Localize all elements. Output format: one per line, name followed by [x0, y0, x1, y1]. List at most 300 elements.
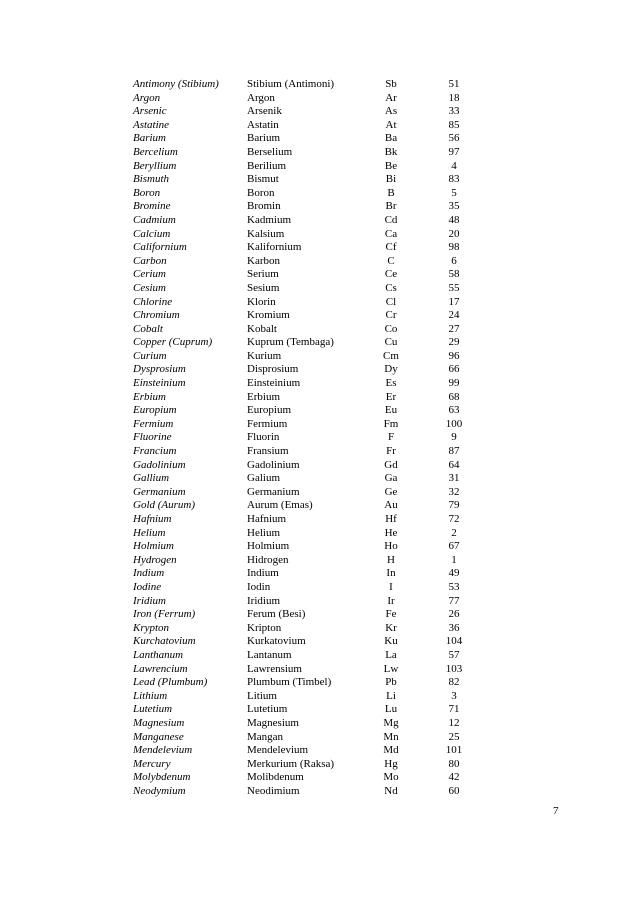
atomic-number-text: 4	[451, 159, 457, 172]
element-symbol: Lu	[384, 703, 398, 716]
element-english-name: Mercury	[133, 757, 171, 770]
element-symbol: Bk	[384, 145, 398, 158]
table-row	[133, 445, 469, 459]
table-row	[133, 187, 469, 201]
element-atomic-number	[421, 391, 469, 405]
table-row	[133, 731, 469, 745]
element-symbol: I	[389, 580, 393, 593]
element-indonesian-name: Neodimium	[247, 784, 300, 797]
table-row	[133, 146, 469, 160]
element-english-name: Barium	[133, 132, 166, 145]
element-atomic-number	[421, 336, 469, 350]
atomic-number-text: 33	[448, 105, 460, 118]
atomic-number-text: 6	[451, 254, 457, 267]
table-row	[133, 703, 469, 717]
element-symbol: Br	[385, 200, 397, 213]
element-english-name: Argon	[133, 91, 161, 104]
element-english-name: Molybdenum	[133, 771, 191, 784]
atomic-number-text: 99	[448, 377, 460, 390]
atomic-number-text: 2	[451, 526, 457, 539]
element-english-name: Cerium	[133, 268, 166, 281]
table-row	[133, 323, 469, 337]
atomic-number-text: 49	[448, 567, 460, 580]
element-indonesian-name: Bismut	[247, 173, 279, 186]
atomic-number-text: 3	[451, 689, 457, 702]
element-symbol: He	[384, 526, 398, 539]
element-symbol: Au	[384, 499, 398, 512]
element-atomic-number	[421, 595, 469, 609]
element-indonesian-name: Klorin	[247, 295, 276, 308]
atomic-number-text: 71	[448, 703, 460, 716]
element-atomic-number	[421, 663, 469, 677]
atomic-number-text: 36	[448, 621, 460, 634]
atomic-number-text: 9	[451, 431, 457, 444]
table-row	[133, 595, 469, 609]
element-english-name: Calcium	[133, 227, 171, 240]
element-atomic-number	[421, 744, 469, 758]
element-symbol: Fm	[383, 417, 399, 430]
table-row	[133, 214, 469, 228]
element-english-name: Iridium	[133, 594, 166, 607]
element-symbol: Dy	[384, 363, 398, 376]
element-indonesian-name: Sesium	[247, 281, 280, 294]
element-symbol: In	[386, 567, 396, 580]
element-atomic-number	[421, 268, 469, 282]
element-english-name: Arsenic	[133, 105, 167, 118]
atomic-number-text: 58	[448, 268, 460, 281]
element-indonesian-name: Aurum (Emas)	[247, 499, 313, 512]
table-row	[133, 119, 469, 133]
element-indonesian-name: Fluorin	[247, 431, 280, 444]
element-indonesian-name: Hafnium	[247, 513, 287, 525]
element-symbol: Er	[385, 390, 397, 403]
table-row	[133, 363, 469, 377]
element-indonesian-name: Boron	[247, 186, 275, 199]
element-symbol: Fe	[385, 608, 397, 621]
atomic-number-text: 17	[448, 295, 460, 308]
element-english-name: Cesium	[133, 281, 166, 294]
atomic-number-text: 24	[448, 309, 460, 322]
element-atomic-number	[421, 513, 469, 527]
element-atomic-number	[421, 608, 469, 622]
element-symbol: F	[387, 431, 395, 444]
element-english-name: Gold (Aurum)	[133, 499, 196, 512]
atomic-number-text: 55	[448, 281, 460, 294]
table-row	[133, 336, 469, 350]
element-atomic-number	[421, 173, 469, 187]
table-row	[133, 268, 469, 282]
atomic-number-text: 63	[448, 404, 460, 417]
atomic-number-text: 103	[445, 662, 463, 675]
element-atomic-number	[421, 703, 469, 717]
element-symbol: Cf	[385, 241, 397, 254]
element-atomic-number	[421, 635, 469, 649]
element-english-name: Dysprosium	[133, 363, 186, 376]
element-atomic-number	[421, 105, 469, 119]
table-row	[133, 282, 469, 296]
element-symbol: Ba	[384, 132, 398, 145]
element-english-name: Fluorine	[133, 431, 172, 444]
atomic-number-text: 29	[448, 336, 460, 349]
atomic-number-text: 51	[448, 78, 460, 90]
element-indonesian-name: Barium	[247, 132, 280, 145]
element-symbol: Ca	[384, 227, 398, 240]
atomic-number-text: 53	[448, 580, 460, 593]
element-atomic-number	[421, 472, 469, 486]
table-row	[133, 472, 469, 486]
table-row	[133, 540, 469, 554]
table-row	[133, 350, 469, 364]
element-atomic-number	[421, 731, 469, 745]
element-indonesian-name: Fermium	[247, 417, 288, 430]
element-english-name: Gallium	[133, 472, 170, 485]
element-indonesian-name: Fransium	[247, 445, 289, 458]
table-row	[133, 785, 469, 799]
element-atomic-number	[421, 527, 469, 541]
element-indonesian-name: Berilium	[247, 159, 287, 172]
element-atomic-number	[421, 363, 469, 377]
element-symbol: Ge	[384, 485, 398, 498]
element-english-name: Lithium	[133, 689, 168, 702]
atomic-number-text: 98	[448, 241, 460, 254]
element-symbol: Cm	[383, 349, 399, 362]
element-symbol: Hg	[384, 757, 398, 770]
table-row	[133, 418, 469, 432]
element-english-name: Germanium	[133, 485, 186, 498]
atomic-number-text: 67	[448, 540, 460, 553]
atomic-number-text: 18	[448, 91, 460, 104]
element-english-name: Bercelium	[133, 145, 178, 158]
element-symbol: Cd	[384, 213, 398, 226]
table-row	[133, 527, 469, 541]
element-indonesian-name: Erbium	[247, 390, 280, 403]
element-english-name: Neodymium	[133, 784, 186, 797]
element-symbol: Eu	[384, 404, 398, 417]
element-indonesian-name: Holmium	[247, 540, 290, 553]
element-indonesian-name: Kripton	[247, 621, 282, 634]
element-english-name: Lead (Plumbum)	[133, 676, 208, 689]
element-symbol: At	[385, 118, 397, 131]
element-atomic-number	[421, 160, 469, 174]
element-atomic-number	[421, 404, 469, 418]
atomic-number-text: 12	[448, 716, 460, 729]
element-english-name: Californium	[133, 241, 187, 254]
table-row	[133, 676, 469, 690]
element-atomic-number	[421, 146, 469, 160]
element-indonesian-name: Disprosium	[247, 363, 299, 376]
table-row	[133, 486, 469, 500]
atomic-number-text: 20	[448, 227, 460, 240]
element-english-name: Bromine	[133, 200, 171, 213]
element-english-name: Curium	[133, 349, 167, 362]
atomic-number-text: 87	[448, 445, 460, 458]
table-row	[133, 608, 469, 622]
atomic-number-text: 31	[448, 472, 460, 485]
element-indonesian-name: Serium	[247, 268, 279, 281]
table-row	[133, 200, 469, 214]
element-symbol: Cu	[384, 336, 398, 349]
atomic-number-text: 26	[448, 608, 460, 621]
element-atomic-number	[421, 200, 469, 214]
atomic-number-text: 104	[445, 635, 463, 648]
element-symbol: Mo	[383, 771, 399, 784]
element-english-name: Magnesium	[133, 716, 185, 729]
element-indonesian-name: Germanium	[247, 485, 300, 498]
atomic-number-text: 101	[445, 744, 463, 757]
element-indonesian-name: Argon	[247, 91, 275, 104]
element-indonesian-name: Kurium	[247, 349, 282, 362]
table-row	[133, 459, 469, 473]
element-atomic-number	[421, 214, 469, 228]
element-symbol: Ir	[387, 594, 395, 607]
atomic-number-text: 82	[448, 676, 460, 689]
element-indonesian-name: Arsenik	[247, 105, 282, 118]
element-symbol: Nd	[384, 784, 398, 797]
element-symbol: Cl	[385, 295, 397, 308]
element-symbol: Ga	[384, 472, 398, 485]
element-symbol: Pb	[385, 676, 397, 689]
element-indonesian-name: Mendelevium	[247, 744, 309, 757]
element-english-name: Astatine	[133, 118, 170, 131]
element-english-name: Kurchatovium	[133, 635, 196, 648]
element-symbol: La	[385, 648, 397, 661]
element-atomic-number	[421, 676, 469, 690]
element-english-name: Hydrogen	[133, 553, 177, 566]
element-symbol: Bi	[385, 173, 397, 186]
atomic-number-text: 56	[448, 132, 460, 145]
element-english-name: Mendelevium	[133, 744, 193, 757]
element-atomic-number	[421, 418, 469, 432]
atomic-number-text: 32	[448, 485, 460, 498]
element-atomic-number	[421, 486, 469, 500]
atomic-number-text: 60	[448, 784, 460, 797]
element-indonesian-name: Molibdenum	[247, 771, 304, 784]
element-english-name: Antimony (Stibium)	[133, 78, 219, 90]
element-english-name: Lutetium	[133, 703, 173, 716]
elements-table	[133, 78, 469, 798]
table-row	[133, 554, 469, 568]
element-atomic-number	[421, 241, 469, 255]
element-english-name: Chlorine	[133, 295, 173, 308]
element-english-name: Erbium	[133, 390, 166, 403]
element-atomic-number	[421, 255, 469, 269]
element-indonesian-name: Hidrogen	[247, 553, 289, 566]
element-english-name: Krypton	[133, 621, 170, 634]
element-atomic-number	[421, 554, 469, 568]
element-atomic-number	[421, 377, 469, 391]
element-symbol: Hf	[385, 513, 397, 525]
element-symbol: Md	[383, 744, 399, 757]
element-indonesian-name: Galium	[247, 472, 280, 485]
element-symbol: Ho	[384, 540, 398, 553]
element-symbol: Cs	[385, 281, 397, 294]
table-row	[133, 391, 469, 405]
element-atomic-number	[421, 445, 469, 459]
element-english-name: Holmium	[133, 540, 174, 553]
element-english-name: Iodine	[133, 580, 162, 593]
table-row	[133, 744, 469, 758]
element-symbol: Fr	[386, 445, 396, 458]
table-row	[133, 78, 469, 92]
element-symbol: Ce	[384, 268, 398, 281]
element-atomic-number	[421, 785, 469, 799]
element-english-name: Boron	[133, 186, 161, 199]
element-symbol: As	[384, 105, 398, 118]
element-indonesian-name: Kurkatovium	[247, 635, 306, 648]
element-indonesian-name: Lantanum	[247, 648, 292, 661]
table-row	[133, 635, 469, 649]
table-row	[133, 228, 469, 242]
element-indonesian-name: Plumbum (Timbel)	[247, 676, 332, 689]
element-indonesian-name: Einsteinium	[247, 377, 301, 390]
element-atomic-number	[421, 92, 469, 106]
table-row	[133, 663, 469, 677]
atomic-number-text: 64	[448, 458, 460, 471]
element-indonesian-name: Berselium	[247, 145, 293, 158]
element-atomic-number	[421, 296, 469, 310]
atomic-number-text: 80	[448, 757, 460, 770]
element-indonesian-name: Mangan	[247, 730, 284, 743]
element-indonesian-name: Kromium	[247, 309, 290, 322]
atomic-number-text: 79	[448, 499, 460, 512]
element-english-name: Cobalt	[133, 322, 163, 335]
elements-table-body	[133, 78, 469, 798]
element-english-name: Chromium	[133, 309, 180, 322]
element-atomic-number	[421, 717, 469, 731]
atomic-number-text: 42	[448, 771, 460, 784]
atomic-number-text: 85	[448, 118, 460, 131]
element-indonesian-name: Karbon	[247, 254, 280, 267]
atomic-number-text: 97	[448, 145, 460, 158]
atomic-number-text: 5	[451, 186, 457, 199]
element-atomic-number	[421, 119, 469, 133]
element-atomic-number	[421, 78, 469, 92]
atomic-number-text: 66	[448, 363, 460, 376]
element-indonesian-name: Kuprum (Tembaga)	[247, 336, 334, 349]
element-atomic-number	[421, 758, 469, 772]
element-symbol: Ar	[385, 91, 397, 104]
page-number: 7	[553, 805, 559, 817]
element-atomic-number	[421, 622, 469, 636]
table-row	[133, 377, 469, 391]
element-atomic-number	[421, 649, 469, 663]
atomic-number-text: 57	[448, 648, 460, 661]
element-english-name: Einsteinium	[133, 377, 186, 390]
element-english-name: Beryllium	[133, 159, 177, 172]
table-row	[133, 255, 469, 269]
element-atomic-number	[421, 187, 469, 201]
element-indonesian-name: Europium	[247, 404, 291, 417]
element-indonesian-name: Kadmium	[247, 213, 291, 226]
element-symbol: Be	[384, 159, 398, 172]
table-row	[133, 649, 469, 663]
table-row	[133, 404, 469, 418]
element-indonesian-name: Indium	[247, 567, 279, 580]
table-row	[133, 717, 469, 731]
table-row	[133, 132, 469, 146]
element-symbol: Kr	[385, 621, 397, 634]
element-atomic-number	[421, 350, 469, 364]
element-atomic-number	[421, 459, 469, 473]
element-indonesian-name: Merkurium (Raksa)	[247, 757, 335, 770]
table-row	[133, 92, 469, 106]
element-indonesian-name: Iridium	[247, 594, 280, 607]
table-row	[133, 309, 469, 323]
element-english-name: Hafnium	[133, 513, 172, 525]
element-indonesian-name: Lawrensium	[247, 662, 302, 675]
element-indonesian-name: Ferum (Besi)	[247, 608, 306, 621]
element-english-name: Lanthanum	[133, 648, 184, 661]
element-atomic-number	[421, 132, 469, 146]
element-indonesian-name: Bromin	[247, 200, 281, 213]
element-atomic-number	[421, 228, 469, 242]
element-indonesian-name: Kalifornium	[247, 241, 302, 254]
element-symbol: Gd	[384, 458, 398, 471]
element-english-name: Cadmium	[133, 213, 176, 226]
element-symbol: Co	[384, 322, 398, 335]
element-symbol: Ku	[384, 635, 398, 648]
element-atomic-number	[421, 581, 469, 595]
element-symbol: Mg	[383, 716, 399, 729]
element-atomic-number	[421, 309, 469, 323]
element-indonesian-name: Litium	[247, 689, 277, 702]
table-row	[133, 690, 469, 704]
element-symbol: Es	[385, 377, 397, 390]
element-english-name: Fermium	[133, 417, 174, 430]
element-indonesian-name: Stibium (Antimoni)	[247, 78, 335, 90]
element-symbol: Li	[386, 689, 396, 702]
element-english-name: Carbon	[133, 254, 167, 267]
element-symbol: H	[387, 553, 395, 566]
element-symbol: Mn	[383, 730, 399, 743]
table-row	[133, 105, 469, 119]
element-indonesian-name: Kalsium	[247, 227, 285, 240]
element-english-name: Indium	[133, 567, 165, 580]
atomic-number-text: 83	[448, 173, 460, 186]
element-indonesian-name: Helium	[247, 526, 280, 539]
element-atomic-number	[421, 323, 469, 337]
table-row	[133, 431, 469, 445]
table-row	[133, 296, 469, 310]
atomic-number-text: 35	[448, 200, 460, 213]
element-atomic-number	[421, 499, 469, 513]
table-row	[133, 758, 469, 772]
table-row	[133, 771, 469, 785]
element-symbol: C	[387, 254, 395, 267]
table-row	[133, 622, 469, 636]
table-row	[133, 513, 469, 527]
element-english-name: Lawrencium	[133, 662, 188, 675]
element-english-name: Copper (Cuprum)	[133, 336, 213, 349]
element-symbol: Lw	[383, 662, 399, 675]
element-indonesian-name: Iodin	[247, 580, 271, 593]
element-indonesian-name: Lutetium	[247, 703, 288, 716]
element-symbol: B	[387, 186, 395, 199]
element-english-name: Iron (Ferrum)	[133, 608, 196, 621]
element-indonesian-name: Astatin	[247, 118, 279, 131]
atomic-number-text: 68	[448, 390, 460, 403]
element-atomic-number	[421, 540, 469, 554]
element-english-name: Gadolinium	[133, 458, 186, 471]
atomic-number-text: 96	[448, 349, 460, 362]
table-row	[133, 581, 469, 595]
atomic-number-text: 100	[445, 417, 463, 430]
element-indonesian-name: Magnesium	[247, 716, 299, 729]
element-atomic-number	[421, 567, 469, 581]
table-row	[133, 160, 469, 174]
element-atomic-number	[421, 282, 469, 296]
element-english-name: Europium	[133, 404, 177, 417]
